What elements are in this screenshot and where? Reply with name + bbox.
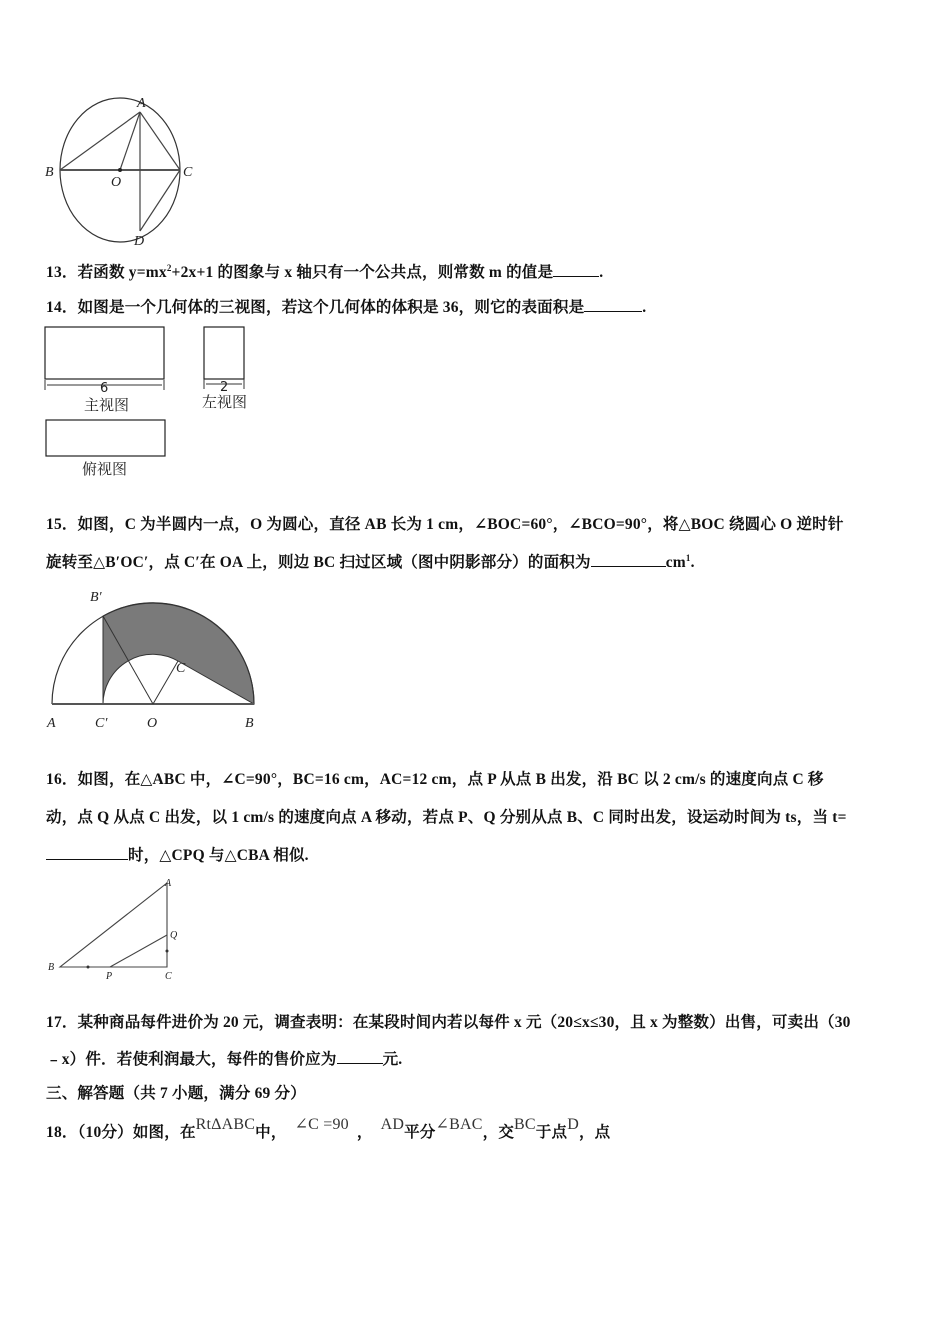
label-p: P xyxy=(106,971,113,982)
front-view-label: 主视图 xyxy=(84,396,130,414)
side-dim-label: 2 xyxy=(220,380,229,395)
section-3-heading xyxy=(46,1081,306,1103)
label-b: B xyxy=(45,165,54,180)
label-c: C xyxy=(165,971,172,982)
q18-math-d: D xyxy=(567,1116,579,1133)
label-a: A xyxy=(47,716,56,731)
label-d: D xyxy=(134,234,145,249)
label-o: O xyxy=(147,716,158,731)
side-view-label: 左视图 xyxy=(202,393,248,411)
front-dim-label: 6 xyxy=(100,381,109,396)
q15-line1: 15．如图，C 为半圆内一点，O 为圆心，直径 AB 长为 1 cm，∠BOC=60°，∠BCO=90°，将△BOC 绕圆心 O 逆时针 xyxy=(46,516,844,533)
q15-unit: cm xyxy=(665,554,686,571)
q17-line1: 17．某种商品每件进价为 20 元，调查表明：在某段时间内若以每件 x 元（20≤x≤30，且 x 为整数）出售，可卖出（30 xyxy=(46,1014,851,1031)
question-17-line1 xyxy=(46,1010,851,1032)
q18-text: 平分 xyxy=(404,1124,436,1141)
top-view-label: 俯视图 xyxy=(82,460,128,478)
q17-end: 元. xyxy=(382,1051,403,1068)
q18-text: ，交 xyxy=(482,1124,515,1141)
label-b-prime: B′ xyxy=(90,590,102,605)
label-c: C xyxy=(176,661,186,676)
label-a: A xyxy=(165,878,172,889)
q15-line2: 旋转至△B′OC′，点 C′在 OA 上，则边 BC 扫过区域（图中阴影部分）的面积为 xyxy=(46,554,591,571)
q18-prefix: 18．（10分）如图，在 xyxy=(46,1124,196,1141)
q15-unit-sup: 1 xyxy=(685,552,691,563)
q17-answer-blank[interactable] xyxy=(337,1049,383,1064)
label-c: C xyxy=(183,165,193,180)
arrow-dot-bc xyxy=(87,966,90,969)
question-18 xyxy=(46,1116,611,1142)
q18-math-bc: BC xyxy=(514,1116,536,1133)
q17-line2: ﹣x）件．若使利润最大，每件的售价应为 xyxy=(46,1051,337,1068)
segment-pq xyxy=(110,935,167,967)
q18-math-angle-bac: ∠BAC xyxy=(435,1116,483,1133)
label-q: Q xyxy=(170,930,178,941)
q18-math-ad: AD xyxy=(380,1116,405,1133)
triangle-abc xyxy=(60,883,167,967)
q18-math-angle-c: ∠C =90 xyxy=(294,1116,349,1133)
section-3-title: 三、解答题（共 7 小题，满分 69 分） xyxy=(46,1085,306,1102)
q18-text: 于点 xyxy=(535,1124,568,1141)
label-b: B xyxy=(245,716,254,731)
q14-end: . xyxy=(642,299,647,316)
label-b: B xyxy=(48,962,55,973)
question-17-line2 xyxy=(46,1047,402,1069)
q13-suffix: +2x+1 的图象与 x 轴只有一个公共点，则常数 m 的值是 xyxy=(171,264,554,281)
q18-math-triangle: RtΔABC xyxy=(195,1116,256,1133)
q18-text: 中， xyxy=(255,1124,287,1141)
label-o: O xyxy=(111,175,122,190)
q13-prefix: 13．若函数 y=mx xyxy=(46,264,167,281)
q18-text: ，点 xyxy=(578,1124,611,1141)
label-c-prime: C′ xyxy=(95,716,108,731)
q15-end: . xyxy=(690,554,695,571)
q16-line1: 16．如图，在△ABC 中，∠C=90°，BC=16 cm，AC=12 cm，点 P 从点 B 出发，沿 BC 以 2 cm/s 的速度向点 C 移 xyxy=(46,771,824,788)
q14-text: 14．如图是一个几何体的三视图，若这个几何体的体积是 36，则它的表面积是 xyxy=(46,299,585,316)
q16-line2: 动，点 Q 从点 C 出发，以 1 cm/s 的速度向点 A 移动，若点 P、Q 分别从点 B、C 同时出发，设运动时间为 ts，当 t= xyxy=(46,809,847,826)
label-a: A xyxy=(137,96,146,111)
q16-line3: 时，△CPQ 与△CBA 相似. xyxy=(128,847,309,864)
q13-end: . xyxy=(599,264,604,281)
q18-text: ， xyxy=(356,1124,373,1141)
q13-sup: 2 xyxy=(166,262,172,273)
arrow-dot-ca xyxy=(166,950,169,953)
